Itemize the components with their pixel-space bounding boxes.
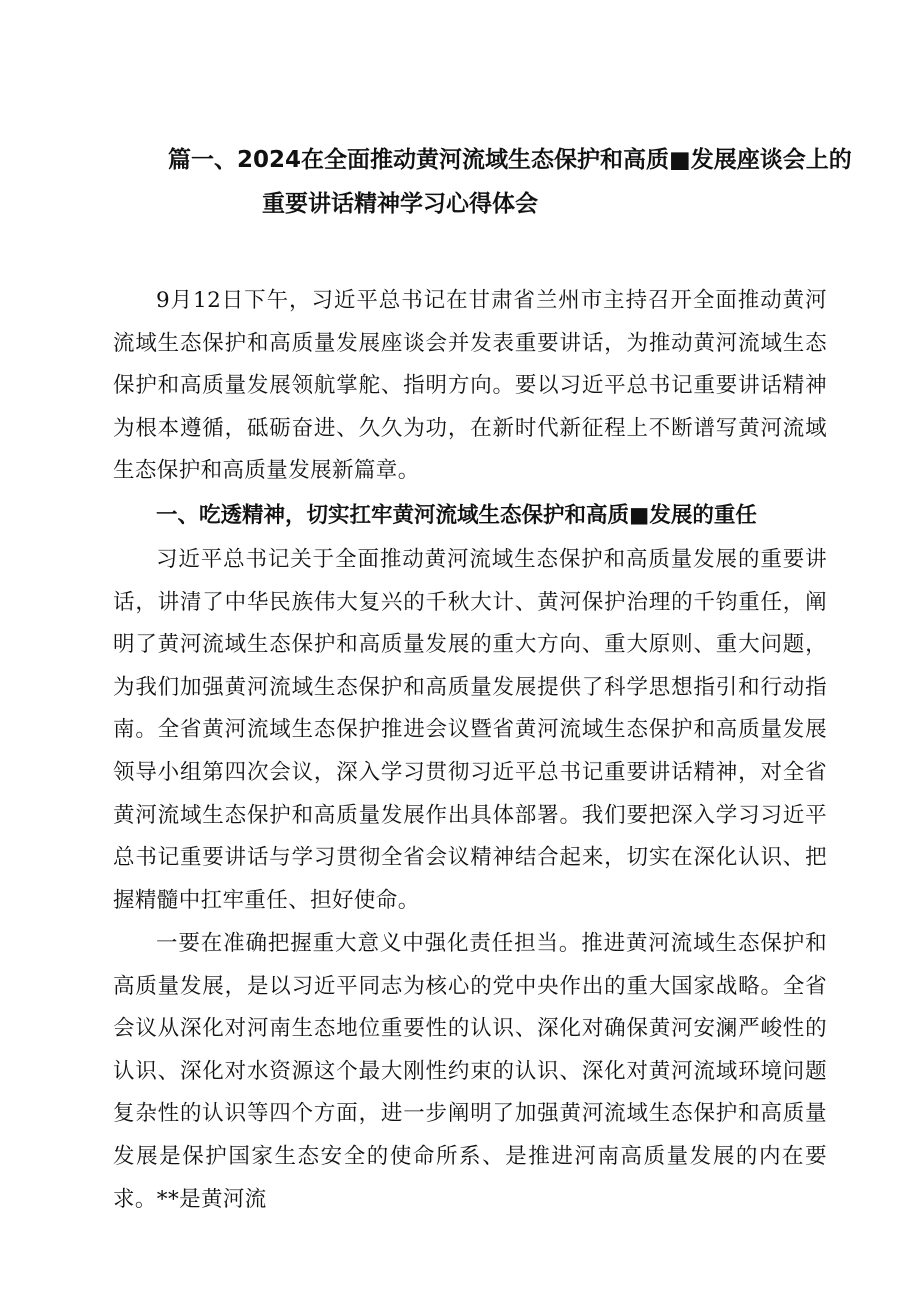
- paragraph-first-point: 一要在准确把握重大意义中强化责任担当。推进黄河流域生态保护和高质量发展，是以习近平同志为核心的党中央作出的重大国家战略。全省会议从深化对河南生态地位重要性的认识、深化对确保黄河安澜严峻性的认识、深化对水资源这个最大刚性约束的认识、深化对黄河流域环境问题复杂性的认识等四个方面，进一步阐明了加强黄河流域生态保护和高质量发展是保护国家生态安全的使命所系、是推进河南高质量发展的内在要求。**是黄河流: [113, 931, 827, 1212]
- paragraph-section1-body: 习近平总书记关于全面推动黄河流域生态保护和高质量发展的重要讲话，讲清了中华民族伟大复兴的千秋大计、黄河保护治理的千钧重任，阐明了黄河流域生态保护和高质量发展的重大方向、重大原则、重大问题，为我们加强黄河流域生态保护和高质量发展提供了科学思想指引和行动指南。全省黄河流域生态保护推进会议暨省黄河流域生态保护和高质量发展领导小组第四次会议，深入学习贯彻习近平总书记重要讲话精神，对全省黄河流域生态保护和高质量发展作出具体部署。我们要把深入学习习近平总书记重要讲话与学习贯彻全省会议精神结合起来，切实在深化认识、把握精髓中扛牢重任、担好使命。: [113, 547, 827, 913]
- title-line-1: 篇一、2024在全面推动黄河流域生态保护和高质■发展座谈会上的: [168, 147, 852, 173]
- section-heading-1: 一、吃透精神，切实扛牢黄河流域生态保护和高质■发展的重任: [156, 503, 757, 528]
- paragraph-intro: 9月12日下午，习近平总书记在甘肃省兰州市主持召开全面推动黄河流域生态保护和高质量发展座谈会并发表重要讲话，为推动黄河流域生态保护和高质量发展领航掌舵、指明方向。要以习近平总书记重要讲话精神为根本遵循，砥砺奋进、久久为功，在新时代新征程上不断谱写黄河流域生态保护和高质量发展新篇章。: [113, 288, 827, 484]
- document-title: [120, 138, 852, 226]
- title-line-2: 重要讲话精神学习心得体会: [262, 191, 538, 217]
